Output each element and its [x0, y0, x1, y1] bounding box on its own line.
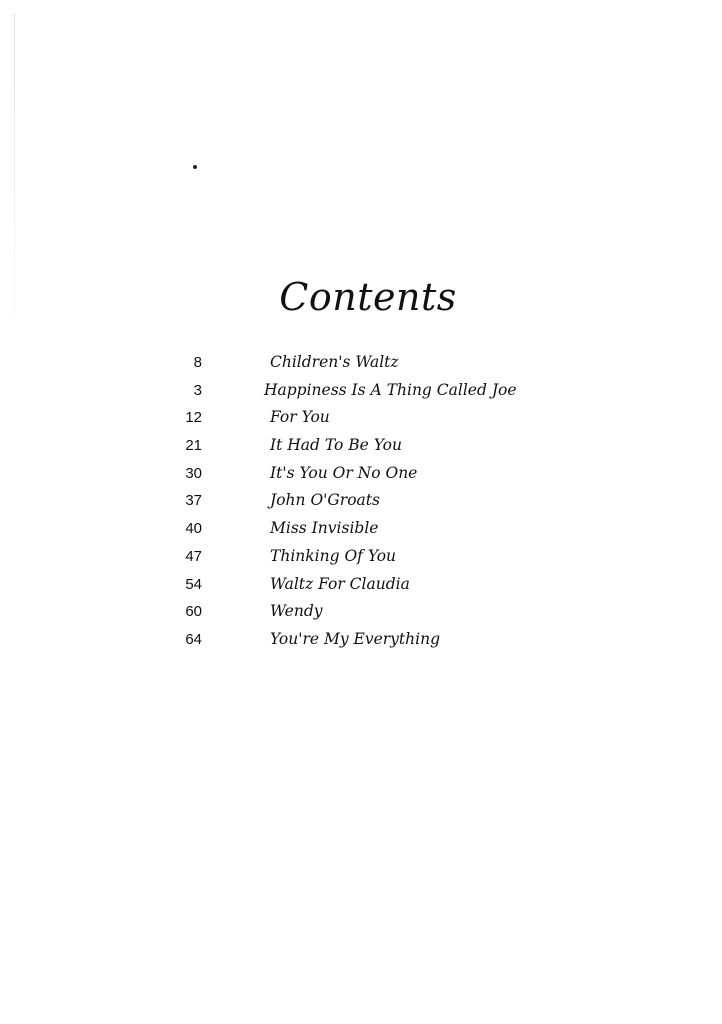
toc-page-number: 3 — [193, 381, 202, 399]
toc-row — [160, 627, 580, 655]
toc-song-title: Children's Waltz — [270, 353, 399, 371]
ink-speck — [193, 165, 197, 169]
table-of-contents — [160, 350, 580, 655]
toc-row — [160, 516, 580, 544]
toc-row — [160, 405, 580, 433]
toc-page-number: 47 — [185, 547, 202, 565]
toc-page-number: 64 — [185, 630, 202, 648]
toc-page-number: 30 — [185, 464, 202, 482]
toc-page-number: 37 — [185, 492, 202, 510]
toc-row — [160, 433, 580, 461]
toc-song-title: It's You Or No One — [270, 463, 418, 482]
toc-page-number: 21 — [185, 437, 202, 455]
toc-row — [160, 599, 580, 627]
toc-row — [160, 461, 580, 489]
toc-song-title: It Had To Be You — [270, 436, 402, 455]
toc-song-title: John O'Groats — [270, 491, 380, 510]
toc-song-title: For You — [270, 408, 330, 427]
toc-song-title: Waltz For Claudia — [270, 574, 410, 593]
toc-page-number: 40 — [185, 520, 202, 538]
toc-song-title: You're My Everything — [270, 629, 441, 648]
toc-page-number: 8 — [193, 354, 202, 371]
toc-page-number: 12 — [185, 409, 202, 427]
toc-row — [160, 572, 580, 600]
toc-row — [160, 488, 580, 516]
toc-song-title: Thinking Of You — [270, 546, 397, 565]
scan-edge-line — [14, 14, 15, 314]
toc-song-title: Happiness Is A Thing Called Joe — [264, 380, 517, 399]
toc-page-number: 54 — [185, 575, 202, 593]
contents-heading: Contents — [279, 275, 457, 319]
toc-song-title: Miss Invisible — [270, 519, 379, 538]
toc-row — [160, 378, 580, 406]
toc-row — [160, 544, 580, 572]
toc-row — [160, 350, 580, 378]
toc-page-number: 60 — [185, 603, 202, 621]
toc-song-title: Wendy — [270, 602, 323, 621]
contents-heading-wrap — [0, 275, 722, 319]
